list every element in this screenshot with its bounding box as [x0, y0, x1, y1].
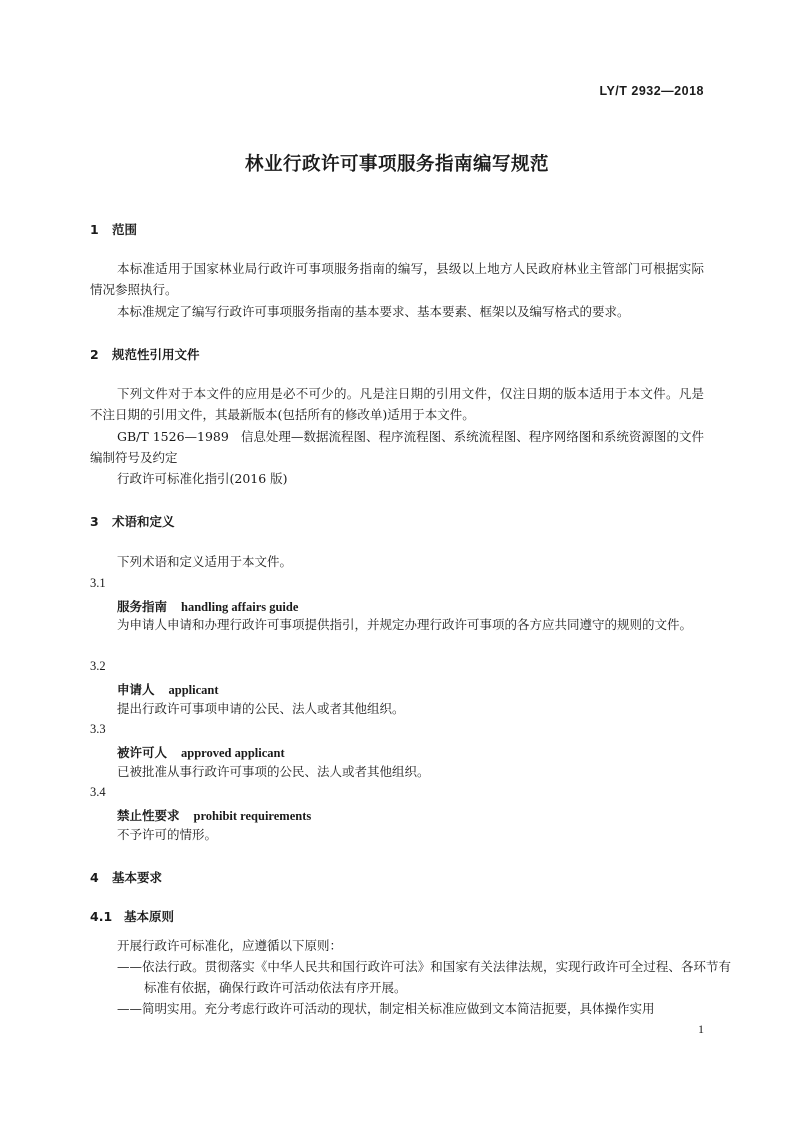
term-entry [117, 597, 298, 615]
list-item: ——简明实用。充分考虑行政许可活动的现状，制定相关标准应做到文本简洁扼要，具体操作实用 [117, 1001, 655, 1016]
section-title: 范围 [112, 222, 138, 237]
term-en: applicant [168, 683, 219, 697]
document-title: 林业行政许可事项服务指南编写规范 [244, 154, 549, 175]
term-number: 3.1 [90, 576, 106, 590]
section-1-heading [90, 220, 137, 238]
section-title: 规范性引用文件 [112, 347, 200, 362]
paragraph: 开展行政许可标准化，应遵循以下原则： [117, 938, 343, 953]
subsection-4-1-heading [90, 907, 174, 925]
term-en: handling affairs guide [181, 600, 299, 614]
subsection-number: 4.1 [90, 909, 113, 924]
term-number: 3.2 [90, 659, 106, 673]
term-zh: 禁止性要求 [117, 808, 180, 823]
term-entry [117, 680, 219, 698]
section-4-heading [90, 868, 162, 886]
reference-code: GB/T 1526—1989 [117, 429, 229, 444]
section-number: 3 [90, 514, 99, 529]
standard-code: LY/T 2932—2018 [599, 84, 704, 98]
term-number: 3.3 [90, 722, 106, 736]
section-number: 1 [90, 222, 99, 237]
paragraph: 本标准规定了编写行政许可事项服务指南的基本要求、基本要素、框架以及编写格式的要求。 [117, 304, 630, 319]
term-number: 3.4 [90, 785, 106, 799]
normative-reference [90, 427, 704, 468]
section-2-heading [90, 345, 200, 363]
term-definition: 为申请人申请和办理行政许可事项提供指引，并规定办理行政许可事项的各方应共同遵守的规则的文件。 [117, 617, 693, 632]
term-definition: 提出行政许可事项申请的公民、法人或者其他组织。 [117, 701, 405, 716]
term-en: prohibit requirements [193, 809, 312, 823]
term-zh: 被许可人 [117, 745, 168, 760]
section-3-heading [90, 512, 175, 530]
page-number: 1 [698, 1022, 704, 1036]
paragraph: 下列术语和定义适用于本文件。 [117, 554, 293, 569]
reference-title: 信息处理—数据流程图、程序流程图、系统流程图、程序网络图和系统资源图的文件编制符号及约定 [90, 429, 704, 465]
paragraph: 本标准适用于国家林业局行政许可事项服务指南的编写，县级以上地方人民政府林业主管部门可根据实际情况参照执行。 [90, 261, 704, 297]
subsection-title: 基本原则 [124, 909, 175, 924]
term-en: approved applicant [181, 746, 285, 760]
term-definition: 不予许可的情形。 [117, 827, 218, 842]
list-item: ——依法行政。贯彻落实《中华人民共和国行政许可法》和国家有关法律法规，实现行政许可全过程、各环节有标准有依据，确保行政许可活动依法有序开展。 [117, 959, 731, 995]
paragraph: 下列文件对于本文件的应用是必不可少的。凡是注日期的引用文件，仅注日期的版本适用于本文件。凡是不注日期的引用文件，其最新版本(包括所有的修改单)适用于本文件。 [90, 386, 704, 422]
term-zh: 申请人 [117, 682, 155, 697]
term-entry [117, 806, 311, 824]
section-title: 术语和定义 [112, 514, 175, 529]
section-number: 2 [90, 347, 99, 362]
section-number: 4 [90, 870, 99, 885]
section-title: 基本要求 [112, 870, 163, 885]
term-definition: 已被批准从事行政许可事项的公民、法人或者其他组织。 [117, 764, 430, 779]
term-zh: 服务指南 [117, 599, 168, 614]
normative-reference: 行政许可标准化指引(2016 版) [117, 471, 288, 486]
term-entry [117, 743, 285, 761]
